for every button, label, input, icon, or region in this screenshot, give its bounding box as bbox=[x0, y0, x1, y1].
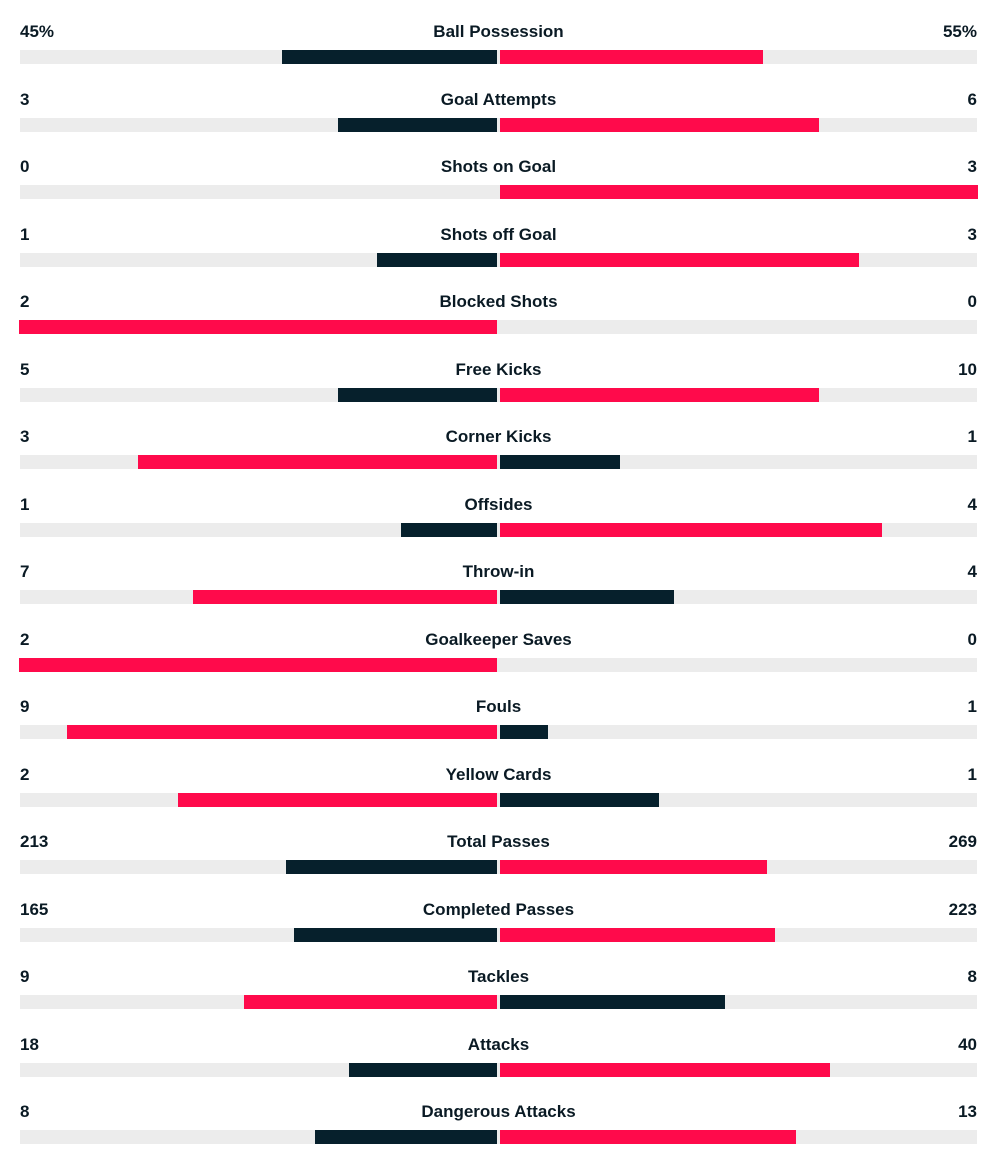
stat-label: Shots on Goal bbox=[440, 157, 557, 176]
stat-header bbox=[20, 830, 977, 854]
stat-bar-track bbox=[20, 253, 977, 267]
away-value: 6 bbox=[967, 89, 977, 109]
stat-label: Throw-in bbox=[462, 562, 535, 581]
away-bar bbox=[500, 860, 767, 874]
away-value: 0 bbox=[967, 629, 977, 649]
away-value: 4 bbox=[967, 562, 977, 581]
away-bar bbox=[500, 185, 978, 199]
away-bar bbox=[500, 793, 659, 807]
stat-header bbox=[20, 965, 977, 989]
stat-row-throw-in bbox=[0, 540, 992, 607]
home-bar bbox=[338, 118, 497, 132]
stat-label: Goal Attempts bbox=[440, 89, 557, 109]
stat-row-offsides bbox=[0, 473, 992, 540]
stat-bar-track bbox=[20, 995, 977, 1009]
stat-header bbox=[20, 290, 977, 314]
stat-header bbox=[20, 560, 977, 584]
stat-label: Ball Possession bbox=[433, 22, 564, 41]
stat-bar-track bbox=[20, 523, 977, 537]
away-bar bbox=[500, 1063, 830, 1077]
home-bar bbox=[315, 1130, 497, 1144]
stat-label: Goalkeeper Saves bbox=[425, 629, 572, 649]
stat-bar-track bbox=[20, 1130, 977, 1144]
home-value: 1 bbox=[20, 494, 30, 514]
away-bar bbox=[500, 455, 620, 469]
home-bar bbox=[338, 388, 497, 402]
stat-bar-track bbox=[20, 455, 977, 469]
away-value: 1 bbox=[967, 697, 977, 716]
home-value: 8 bbox=[20, 1102, 30, 1121]
home-bar bbox=[377, 253, 497, 267]
away-value: 1 bbox=[967, 427, 977, 446]
stat-label: Attacks bbox=[467, 1034, 530, 1054]
away-value: 40 bbox=[958, 1034, 977, 1054]
stat-label: Free Kicks bbox=[455, 359, 542, 379]
home-bar bbox=[286, 860, 497, 874]
away-bar bbox=[500, 50, 763, 64]
stat-bar-track bbox=[20, 118, 977, 132]
away-value: 3 bbox=[967, 224, 977, 244]
home-bar bbox=[19, 320, 497, 334]
away-value: 269 bbox=[948, 832, 977, 851]
stat-header bbox=[20, 628, 977, 652]
stat-bar-track bbox=[20, 725, 977, 739]
stat-label: Yellow Cards bbox=[445, 764, 552, 784]
home-value: 3 bbox=[20, 427, 30, 446]
stat-label: Shots off Goal bbox=[440, 224, 557, 244]
home-value: 165 bbox=[20, 899, 49, 919]
home-bar bbox=[178, 793, 497, 807]
home-value: 45% bbox=[20, 22, 55, 41]
away-bar bbox=[500, 118, 819, 132]
away-value: 4 bbox=[967, 494, 977, 514]
stat-header bbox=[20, 155, 977, 179]
stat-row-total-passes bbox=[0, 810, 992, 877]
away-bar bbox=[500, 388, 819, 402]
home-bar bbox=[244, 995, 497, 1009]
home-value: 3 bbox=[20, 89, 30, 109]
stat-header bbox=[20, 898, 977, 922]
stat-label: Fouls bbox=[475, 697, 522, 716]
away-value: 1 bbox=[967, 764, 977, 784]
stat-bar-track bbox=[20, 50, 977, 64]
home-bar bbox=[19, 658, 497, 672]
stat-row-shots-on-goal bbox=[0, 135, 992, 202]
stat-bar-track bbox=[20, 860, 977, 874]
away-bar bbox=[500, 590, 674, 604]
away-bar bbox=[500, 928, 775, 942]
stat-bar-track bbox=[20, 793, 977, 807]
stat-header bbox=[20, 493, 977, 517]
stat-header bbox=[20, 88, 977, 112]
stat-header bbox=[20, 1100, 977, 1124]
home-value: 2 bbox=[20, 629, 30, 649]
stat-row-attacks bbox=[0, 1013, 992, 1080]
home-value: 2 bbox=[20, 764, 30, 784]
away-value: 3 bbox=[967, 157, 977, 176]
stat-row-free-kicks bbox=[0, 338, 992, 405]
stat-header bbox=[20, 425, 977, 449]
home-value: 1 bbox=[20, 224, 30, 244]
stat-bar-track bbox=[20, 658, 977, 672]
stat-header bbox=[20, 763, 977, 787]
stat-label: Dangerous Attacks bbox=[421, 1102, 576, 1121]
stat-header bbox=[20, 358, 977, 382]
away-value: 55% bbox=[942, 22, 977, 41]
stat-bar-track bbox=[20, 185, 977, 199]
stat-label: Corner Kicks bbox=[445, 427, 552, 446]
home-value: 0 bbox=[20, 157, 30, 176]
stat-row-completed-passes bbox=[0, 878, 992, 945]
stat-label: Completed Passes bbox=[422, 899, 575, 919]
stat-row-shots-off-goal bbox=[0, 203, 992, 270]
stat-header bbox=[20, 695, 977, 719]
stat-bar-track bbox=[20, 388, 977, 402]
stat-row-goal-attempts bbox=[0, 68, 992, 135]
stat-row-fouls bbox=[0, 675, 992, 742]
home-bar bbox=[193, 590, 497, 604]
home-value: 18 bbox=[20, 1034, 39, 1054]
away-bar bbox=[500, 725, 548, 739]
home-value: 213 bbox=[20, 832, 49, 851]
home-value: 5 bbox=[20, 359, 30, 379]
home-bar bbox=[138, 455, 497, 469]
stat-label: Blocked Shots bbox=[439, 292, 558, 311]
stat-row-yellow-cards bbox=[0, 743, 992, 810]
away-value: 8 bbox=[967, 967, 977, 986]
home-bar bbox=[401, 523, 497, 537]
home-value: 2 bbox=[20, 292, 30, 311]
stat-row-tackles bbox=[0, 945, 992, 1012]
away-value: 13 bbox=[958, 1102, 977, 1121]
stat-label: Tackles bbox=[467, 967, 530, 986]
stat-header bbox=[20, 20, 977, 44]
away-bar bbox=[500, 523, 882, 537]
away-bar bbox=[500, 995, 725, 1009]
stat-bar-track bbox=[20, 1063, 977, 1077]
stat-row-corner-kicks bbox=[0, 405, 992, 472]
home-value: 7 bbox=[20, 562, 30, 581]
stat-bar-track bbox=[20, 320, 977, 334]
stat-row-ball-possession bbox=[0, 0, 992, 67]
stat-row-blocked-shots bbox=[0, 270, 992, 337]
stat-row-goalkeeper-saves bbox=[0, 608, 992, 675]
stat-header bbox=[20, 1033, 977, 1057]
stat-row-dangerous-attacks bbox=[0, 1080, 992, 1147]
stat-label: Total Passes bbox=[447, 832, 550, 851]
home-value: 9 bbox=[20, 967, 30, 986]
away-value: 0 bbox=[967, 292, 977, 311]
home-bar bbox=[67, 725, 497, 739]
stat-bar-track bbox=[20, 590, 977, 604]
home-bar bbox=[349, 1063, 497, 1077]
away-bar bbox=[500, 253, 859, 267]
home-bar bbox=[282, 50, 497, 64]
away-value: 223 bbox=[948, 899, 977, 919]
stat-bar-track bbox=[20, 928, 977, 942]
stat-header bbox=[20, 223, 977, 247]
stat-label: Offsides bbox=[464, 494, 533, 514]
away-bar bbox=[500, 1130, 796, 1144]
home-value: 9 bbox=[20, 697, 30, 716]
away-value: 10 bbox=[958, 359, 977, 379]
home-bar bbox=[294, 928, 497, 942]
